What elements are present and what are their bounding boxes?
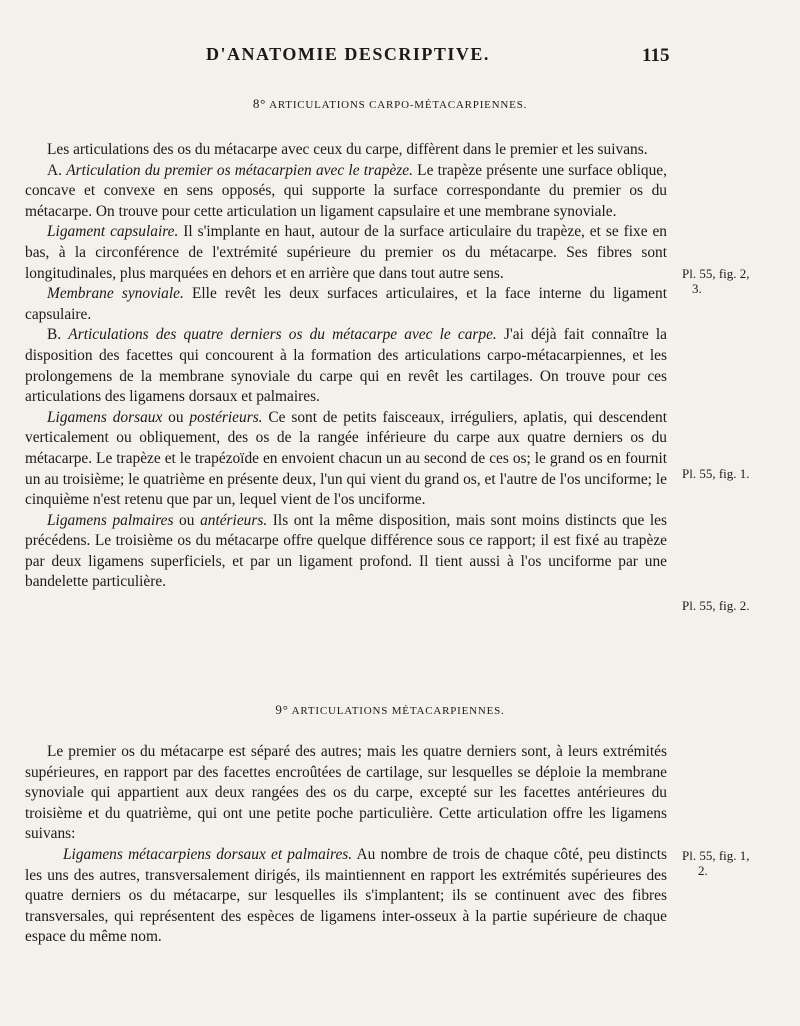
page-number: 115 [642, 45, 670, 66]
paragraph-b-letter: B. [47, 326, 62, 344]
ligamens-dorsaux-ou: ou [162, 408, 190, 426]
margin-note-2: Pl. 55, fig. 1. [682, 466, 750, 481]
paragraph-membrane-synoviale [25, 284, 667, 325]
ligamens-palmaires-title: Ligamens palmaires [47, 511, 174, 529]
paragraph-a-letter: A. [47, 161, 62, 179]
paragraph-ligamens-dorsaux [25, 408, 667, 511]
section-9-body [25, 742, 667, 948]
paragraph-b-title: Articulations des quatre derniers os du métacarpe avec le carpe. [68, 326, 497, 344]
margin-note-1 [682, 266, 750, 296]
section-9-title: ARTICULATIONS MÉTACARPIENNES. [291, 705, 505, 717]
margin-note-1-line-2: 3. [692, 281, 702, 296]
membrane-synoviale-text: Elle revêt les deux surfaces articulaires, et la face interne du ligament capsulaire. [25, 285, 667, 323]
section-8-number: 8° [252, 96, 267, 111]
section-8-intro: Les articulations des os du métacarpe avec ceux du carpe, diffèrent dans le premier et les suivans. [47, 141, 648, 158]
paragraph-ligament-capsulaire [25, 222, 667, 284]
ligamens-dorsaux-title-b: postérieurs. [189, 408, 263, 426]
paragraph-a-text: Le trapèze présente une surface oblique, concave et convexe en sens opposés, qui supporte la surface correspondante du premier os du métacarpe. On trouve pour cette articulation un ligament capsulaire et une membrane synoviale. [25, 161, 667, 220]
margin-note-1-line-1: Pl. 55, fig. 2, [682, 266, 750, 281]
paragraph-a-title: Articulation du premier os métacarpien avec le trapèze. [66, 161, 413, 179]
section-8-title: ARTICULATIONS CARPO-MÉTACARPIENNES. [269, 99, 528, 111]
ligamens-dorsaux-title: Ligamens dorsaux [47, 408, 163, 426]
ligament-capsulaire-title: Ligament capsulaire. [47, 223, 179, 241]
section-8-body [25, 140, 667, 593]
margin-note-3: Pl. 55, fig. 2. [682, 598, 750, 613]
margin-note-4-line-1: Pl. 55, fig. 1, [682, 848, 750, 863]
ligament-capsulaire-text: Il s'implante en haut, autour de la surface articulaire du trapèze, et se fixe en bas, à la circonférence de l'extrémité supérieure du premier os du métacarpe. Ses fibres sont longitudinales, plus marquées en dehors et en arrière que dans tout autre sens. [25, 223, 667, 282]
paragraph-ligamens-metacarpiens [25, 845, 667, 948]
paragraph-b [25, 325, 667, 407]
ligamens-metacarpiens-title: Ligamens métacarpiens dorsaux et palmaires. [63, 845, 353, 863]
ligamens-dorsaux-text: Ce sont de petits faisceaux, irréguliers, aplatis, qui descendent verticalement ou obliquement, des os de la rangée inférieure du carpe aux quatre derniers os du métacarpe. Le trapèze et le trapézoïde en envoient chacun un au second de ces os; le grand os en fournit un au troisième; le quatrième en présente deux, l'un qui vient du grand os, et l'autre de l'os unciforme; le cinquième n'est retenu que par un, lequel vient de l'os unciforme. [25, 408, 667, 509]
ligamens-metacarpiens-text: Au nombre de trois de chaque côté, peu distincts les uns des autres, transversalement dirigés, ils maintiennent en rapport les extrémités supérieures des quatre derniers os du métacarpe, sur lesquelles ils s'implantent; ils se continuent avec des fibres transversales, qui représentent des espèces de ligamens inter-osseux à la partie supérieure de chaque espace du même nom. [25, 845, 667, 946]
section-8-heading [0, 96, 780, 112]
paragraph-a [25, 161, 667, 223]
ligamens-palmaires-title-b: antérieurs. [200, 511, 268, 529]
paragraph-b-text: J'ai déjà fait connaître la disposition des facettes qui concourent à la formation des articulations carpo-métacarpiennes, et les prolongemens de la membrane synoviale du carpe qui en revêt les cartilages. On trouve pour ces articulations des ligamens dorsaux et palmaires. [25, 326, 667, 406]
membrane-synoviale-title: Membrane synoviale. [47, 285, 184, 303]
margin-note-4 [682, 848, 750, 878]
section-9-number: 9° [275, 702, 289, 717]
section-9-heading [0, 702, 780, 718]
section-9-intro: Le premier os du métacarpe est séparé des autres; mais les quatre derniers sont, à leurs extrémités supérieures, en rapport par des facettes encroûtées de cartilage, sur lesquelles se déploie la membrane synoviale qui appartient aux deux rangées des os du carpe, excepté sur les facettes antérieures du troisième et du quatrième, qui ont une petite poche particulière. Cette articulation offre les ligamens suivans: [25, 743, 667, 843]
running-head: D'ANATOMIE DESCRIPTIVE. [206, 44, 490, 64]
margin-note-4-line-2: 2. [698, 863, 708, 878]
paragraph-ligamens-palmaires [25, 511, 667, 593]
ligamens-palmaires-text: Ils ont la même disposition, mais sont moins distincts que les précédens. Le troisième os du métacarpe offre quelque différence sous ce rapport; il est fixé au trapèze par deux ligamens superficiels, et par un ligament profond. Il tient aussi à l'os unciforme par une bandelette particulière. [25, 511, 667, 591]
ligamens-palmaires-ou: ou [173, 511, 201, 529]
